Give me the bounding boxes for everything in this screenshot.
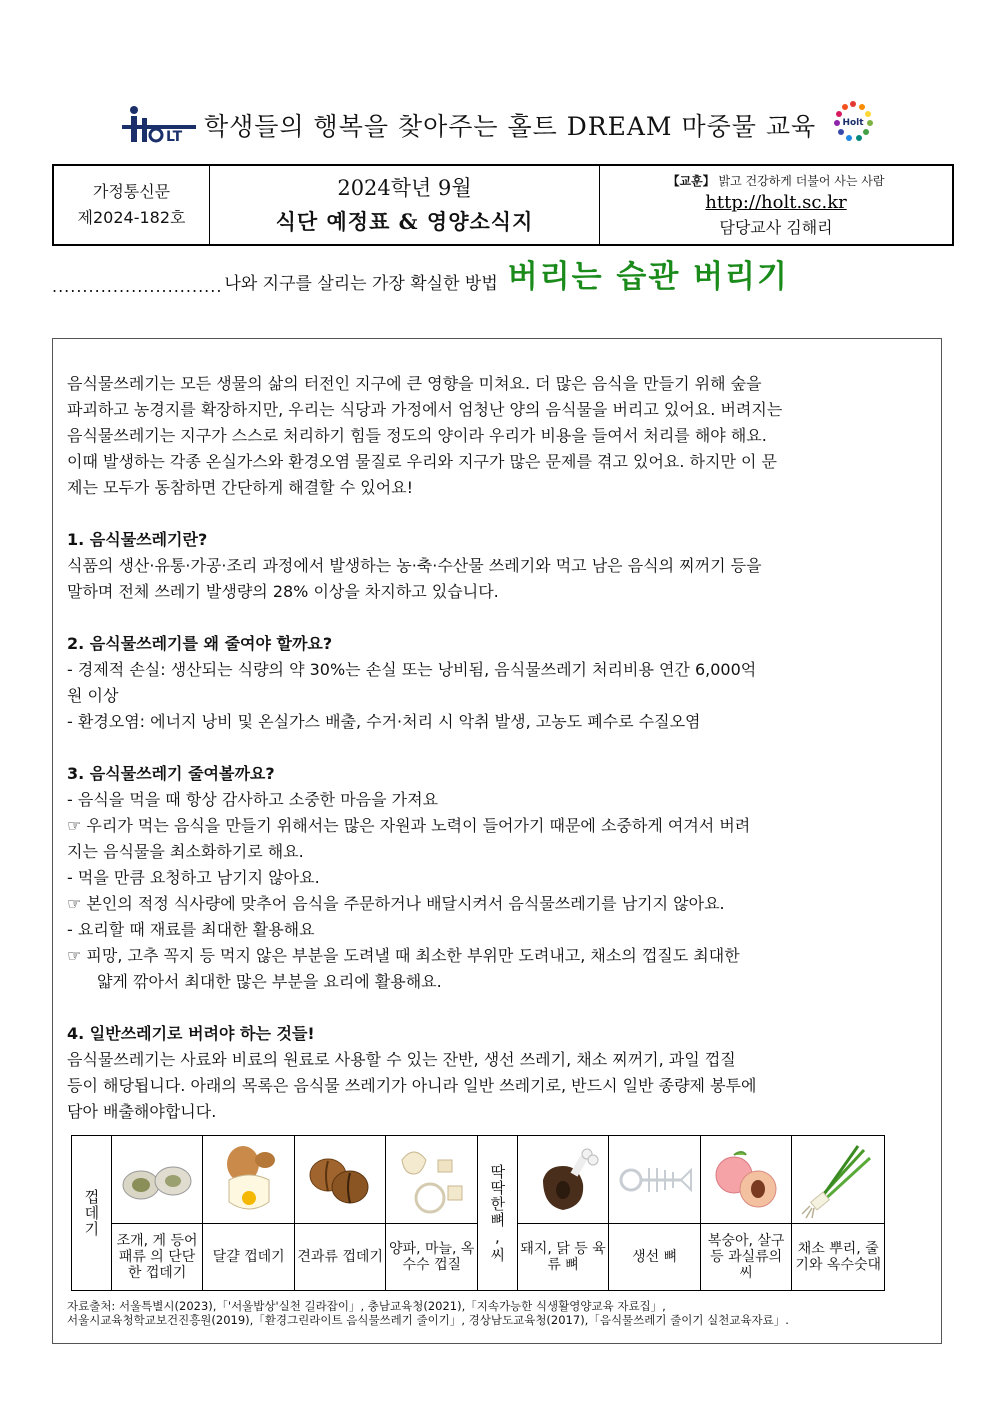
intro-paragraph [67,371,929,501]
section-1-line: 식품의 생산·유통·가공·조리 과정에서 발생하는 농·축·수산물 쓰레기와 먹고 남은 음식의 찌꺼기 등을 [67,556,762,575]
svg-text:LT: LT [166,129,183,145]
source-line: 자료출처: 서울특별시(2023),「'서울밥상'실천 길라잡이」, 충남교육청(2021),「지속가능한 식생활영양교육 자료집」, [67,1299,666,1313]
top-banner [120,100,880,150]
waste-item-label: 달걀 껍데기 [212,1249,285,1265]
waste-item-label: 돼지, 닭 등 육류 뼈 [520,1241,606,1273]
article-body [67,371,929,1151]
motto-text: 밝고 건강하게 더불어 사는 사람 [714,173,885,188]
subtitle-line [52,256,954,296]
intro-line: 이때 발생하는 각종 온실가스와 환경오염 물질로 우리와 지구가 많은 문제를 겪고 있어요. 하지만 이 문 [67,452,777,471]
waste-item-label: 견과류 껍데기 [297,1249,383,1265]
section-1-line: 말하며 전체 쓰레기 발생량의 28% 이상을 차지하고 있습니다. [67,582,499,601]
source-citation [67,1299,929,1327]
school-url-link[interactable]: http://holt.sc.kr [705,191,847,213]
egg-icon [209,1140,289,1220]
source-line: 서울시교육청학교보건진흥원(2019),「환경그린라이트 음식물쓰레기 줄이기」, 경상남도교육청(2017),「음식물쓰레기 줄이기 실천교육자료」. [67,1313,789,1327]
waste-item-label: 조개, 게 등어패류 의 단단한 껍데기 [116,1233,198,1281]
section-4-title: 4. 일반쓰레기로 버려야 하는 것들! [67,1024,315,1043]
general-waste-table [71,1135,885,1291]
intro-line: 음식물쓰레기는 지구가 스스로 처리하기 힘들 정도의 양이라 우리가 비용을 들여서 처리를 해야 해요. [67,426,767,445]
section-3-line: 지는 음식물을 최소화하기로 해요. [67,842,304,861]
waste-item [609,1136,701,1290]
waste-item [112,1136,204,1290]
waste-item [701,1136,793,1290]
section-2-line: 원 이상 [67,686,119,705]
waste-item [518,1136,610,1290]
waste-item [295,1136,387,1290]
group-label-bones-seeds [478,1136,518,1290]
main-content-box [52,338,942,1344]
newsletter-type: 가정통신문 [92,182,171,201]
section-1-title: 1. 음식물쓰레기란? [67,530,208,549]
section-3-line: ☞ 본인의 적정 식사량에 맞추어 음식을 주문하거나 배달시켜서 음식물쓰레기를 남기지 않아요. [67,894,725,913]
waste-item-image [518,1136,609,1224]
school-year: 2024학년 9월 [337,176,472,200]
waste-item-image [609,1136,700,1224]
section-2-line: - 경제적 손실: 생산되는 식량의 약 30%는 손실 또는 낭비됨, 음식물쓰레기 처리비용 연간 6,000억 [67,660,757,679]
intro-line: 파괴하고 농경지를 확장하지만, 우리는 식당과 가정에서 엄청난 양의 음식물을 버리고 있어요. 버려지는 [67,400,783,419]
motto-label: 【교훈】 [667,173,715,188]
school-info-cell [600,166,952,244]
walnut-icon [300,1145,380,1215]
intro-line: 제는 모두가 동참하면 간단하게 해결할 수 있어요! [67,478,414,497]
section-3 [67,761,929,995]
section-1 [67,527,929,605]
shellfish-icon [117,1145,197,1215]
section-2-line: - 환경오염: 에너지 낭비 및 온실가스 배출, 수거·처리 시 악취 발생, 고농도 폐수로 수질오염 [67,712,701,731]
section-4-line: 등이 해당됩니다. 아래의 목록은 음식물 쓰레기가 아니라 일반 쓰레기로, 반드시 일반 종량제 봉투에 [67,1076,757,1095]
waste-item-image [203,1136,294,1224]
section-3-line: - 요리할 때 재료를 최대한 활용해요 [67,920,315,939]
group-label-shells [72,1136,112,1290]
green-onion-icon [798,1140,878,1220]
section-3-line: - 음식을 먹을 때 항상 감사하고 소중한 마음을 가져요 [67,790,439,809]
holt-logo-icon [120,103,200,147]
subtitle-big: 버리는 습관 버리기 [507,259,789,295]
waste-item-image [295,1136,386,1224]
waste-item-image [792,1136,884,1224]
teacher-name: 담당교사 김해리 [719,217,833,237]
group-label-text: 딱딱한뼈,씨 [488,1163,507,1263]
group-label-text: 껍데기 [82,1189,101,1237]
subtitle-dots: ............................ [52,277,223,296]
waste-item [792,1136,884,1290]
peach-icon [706,1145,786,1215]
banner-title: 학생들의 행복을 찾아주는 홀트 DREAM 마중물 교육 [204,112,817,141]
subtitle-small: 나와 지구를 살리는 가장 확실한 방법 [224,274,498,294]
waste-item-label: 생선 뼈 [632,1249,678,1265]
waste-item-label: 채소 뿌리, 줄기와 옥수숫대 [795,1241,882,1273]
waste-item [386,1136,478,1290]
intro-line: 음식물쓰레기는 모든 생물의 삶의 터전인 지구에 큰 영향을 미쳐요. 더 많은 음식을 만들기 위해 숲을 [67,374,762,393]
section-3-line: 얇게 깎아서 최대한 많은 부분을 요리에 활용해요. [97,972,442,991]
newsletter-info-cell [54,166,210,244]
section-4-line: 담아 배출해야합니다. [67,1102,217,1121]
section-3-line: ☞ 우리가 먹는 음식을 만들기 위해서는 많은 자원과 노력이 들어가기 때문에 소중하게 여겨서 버려 [67,816,751,835]
section-3-line: - 먹을 만큼 요청하고 남기지 않아요. [67,868,320,887]
holt-circle-logo-icon [832,100,874,142]
waste-item-image [386,1136,477,1224]
waste-item-image [112,1136,203,1224]
header-table [52,164,954,246]
school-motto [668,172,885,189]
section-4-line: 음식물쓰레기는 사료와 비료의 원료로 사용할 수 있는 잔반, 생선 쓰레기, 채소 찌꺼기, 과일 껍질 [67,1050,736,1069]
section-3-title: 3. 음식물쓰레기 줄여볼까요? [67,764,275,783]
waste-item [203,1136,295,1290]
garlic-onion-icon [392,1140,472,1220]
newsletter-number: 제2024-182호 [77,208,186,227]
svg-text:Holt: Holt [842,118,864,128]
doc-title: 식단 예정표 & 영양소식지 [275,209,534,234]
waste-item-label: 복숭아, 살구 등 과실류의 씨 [707,1233,785,1281]
title-cell [210,166,600,244]
section-3-line: ☞ 피망, 고추 꼭지 등 먹지 않은 부분을 도려낼 때 최소한 부위만 도려내고, 채소의 껍질도 최대한 [67,946,740,965]
meat-bone-icon [523,1140,603,1220]
waste-item-image [701,1136,792,1224]
waste-item-label: 양파, 마늘, 옥수수 껍질 [389,1241,475,1273]
fish-bone-icon [615,1150,695,1210]
section-2-title: 2. 음식물쓰레기를 왜 줄여야 할까요? [67,634,333,653]
section-4 [67,1021,929,1125]
section-2 [67,631,929,735]
